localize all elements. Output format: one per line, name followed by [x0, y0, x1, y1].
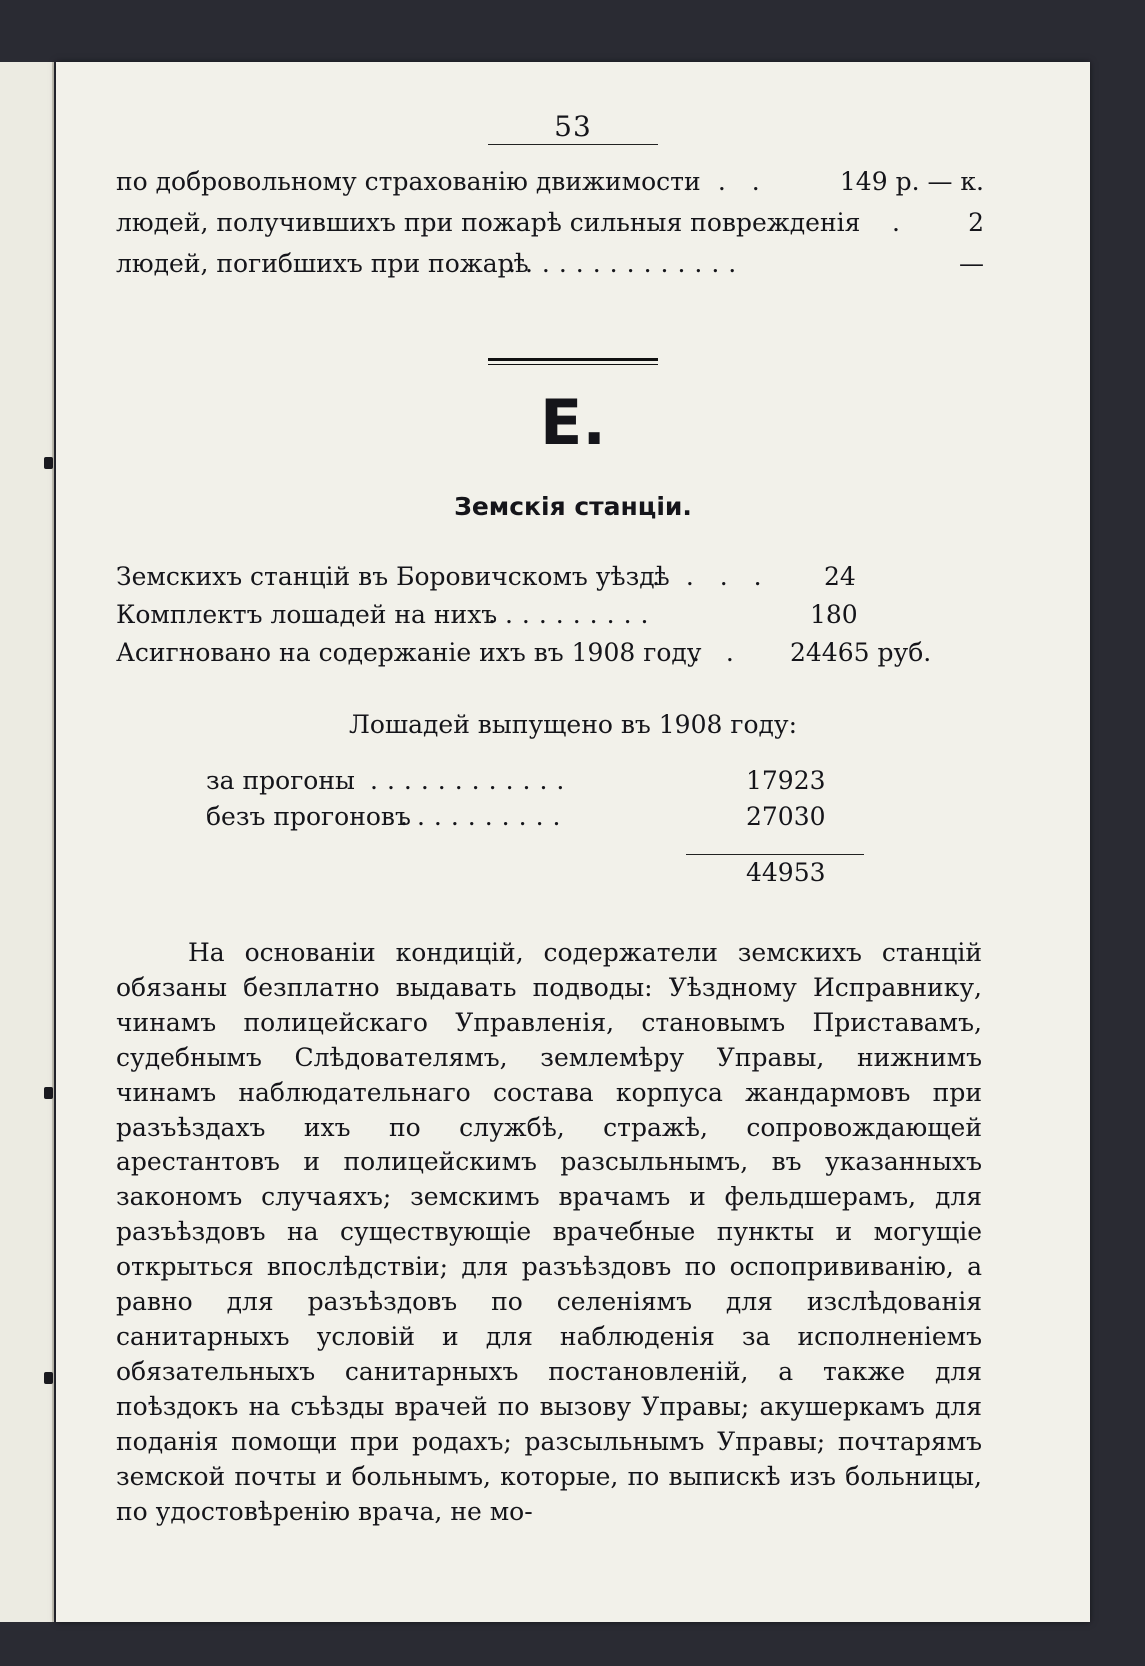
section-separator — [488, 364, 658, 365]
dot-leader: . — [892, 208, 909, 237]
binding-ring — [44, 1372, 53, 1384]
dot-leader: ............ — [370, 766, 574, 795]
stat-label: Земскихъ станцій въ Боровичскомъ уѣздѣ — [116, 562, 670, 591]
binding-ring — [44, 457, 53, 469]
dot-leader: .............. — [508, 249, 746, 278]
dot-leader: .......... — [488, 600, 658, 629]
stat-label: Асигновано на содержаніе ихъ въ 1908 году — [116, 638, 702, 667]
top-line-label: по добровольному страхованію движимости — [116, 167, 701, 196]
dot-leader: . . — [692, 638, 743, 667]
stat-value: 24465 руб. — [790, 638, 932, 667]
stat-label: Комплектъ лошадей на нихъ — [116, 600, 498, 629]
binding-ring — [44, 1087, 53, 1099]
facing-page-edge — [0, 62, 54, 1622]
top-line-label: людей, погибшихъ при пожарѣ — [116, 249, 529, 278]
page-number: 53 — [554, 110, 592, 143]
body-paragraph — [116, 936, 982, 1529]
stat-value: 24 — [824, 562, 856, 591]
horses-heading: Лошадей выпущено въ 1908 году: — [348, 710, 798, 739]
top-line-value: — — [959, 249, 984, 278]
page-number-rule — [488, 144, 658, 145]
horses-value: 27030 — [746, 802, 826, 831]
dot-leader: . . . — [684, 167, 769, 196]
section-title: Земскія станціи. — [454, 492, 692, 521]
horses-total: 44953 — [746, 858, 826, 887]
section-separator — [488, 358, 658, 361]
horses-label: за прогоны — [206, 766, 355, 795]
horses-value: 17923 — [746, 766, 826, 795]
sum-rule — [686, 854, 864, 855]
book-page — [56, 62, 1090, 1622]
dot-leader: . . . . — [652, 562, 771, 591]
paragraph-text: На основаніи кондицій, содержатели земскихъ станцій обязаны безплатно выдавать подводы: Уѣздному Исправнику, чинамъ полицейскаго Управленія, становымъ Приставамъ, судебнымъ Слѣдователямъ, землемѣру Управы, нижнимъ чинамъ наблюдательнаго состава корпуса жандармовъ при разъѣздахъ ихъ по службѣ, стражѣ, сопровождающей арестантовъ и полицейскимъ разсыльнымъ, въ указанныхъ закономъ случаяхъ; земскимъ врачамъ и фельдшерамъ, для разъѣздовъ на существующіе врачебные пункты и могущіе открыться впослѣдствіи; для разъѣздовъ по оспопрививанію, а равно для разъѣздовъ по селеніямъ для изслѣдованія санитарныхъ условій и для наблюденія за исполненіемъ обязательныхъ санитарныхъ постановленій, а также для поѣздокъ на съѣзды врачей по вызову Управы; акушеркамъ для поданія помощи при родахъ; разсыльнымъ Управы; почтарямъ земской почты и больнымъ, которые, по выпискѣ изъ больницы, по удостовѣренію врача, не мо- — [116, 938, 982, 1526]
section-letter: Е. — [540, 386, 606, 459]
stat-value: 180 — [810, 600, 858, 629]
top-line-value: 2 — [968, 208, 984, 237]
top-line-label: людей, получившихъ при пожарѣ сильныя поврежденія — [116, 208, 861, 237]
horses-label: безъ прогоновъ — [206, 802, 411, 831]
top-line-value: 149 р. — к. — [839, 167, 984, 196]
dot-leader: .......... — [400, 802, 570, 831]
